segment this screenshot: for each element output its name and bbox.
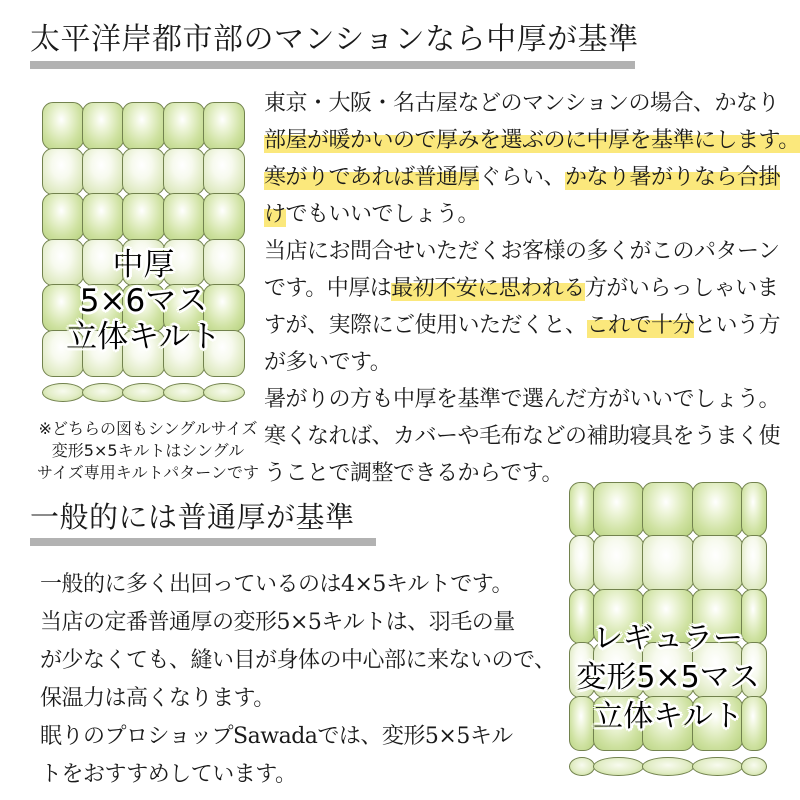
section2-heading: 一般的には普通厚が基準	[30, 500, 355, 534]
highlighted-text: 寒がりであれば普通厚	[264, 165, 480, 190]
section2-heading-underline	[30, 538, 376, 546]
text-segment: でもいいでしょう。	[285, 202, 480, 227]
quilt-row	[43, 103, 244, 149]
quilt-cell	[642, 482, 695, 537]
section1-heading-underline	[30, 61, 635, 69]
quilt-side-puff	[569, 757, 595, 776]
text-line	[264, 85, 800, 122]
quilt-cell	[569, 482, 595, 537]
quilt-cell	[203, 102, 245, 150]
text-line	[264, 381, 800, 418]
text-segment: ※どちらの図もシングルサイズ	[38, 419, 258, 438]
quilt-cell	[569, 535, 595, 590]
quilt-cell	[163, 148, 205, 196]
text-line	[40, 566, 556, 604]
highlighted-text: かなり暑がりなら合掛	[565, 165, 781, 190]
quilt-cell	[122, 193, 164, 241]
quilt-label-medium	[66, 247, 221, 355]
quilt-cell	[122, 102, 164, 150]
text-line	[264, 270, 800, 307]
text-segment: が多いです。	[264, 350, 392, 375]
text-line	[40, 642, 556, 680]
quilt-cell	[593, 482, 643, 537]
quilt-label-line: 変形5×5マス	[576, 660, 760, 695]
quilt-cell	[642, 535, 695, 590]
text-segment: ぐらい、	[479, 165, 566, 190]
highlighted-text: 最初不安に思われる	[391, 276, 585, 301]
quilt-cell	[163, 193, 205, 241]
highlighted-text: これで十分	[586, 313, 695, 338]
quilt-row	[43, 194, 244, 240]
text-segment: 眠りのプロショップSawadaでは、変形5×5キル	[40, 724, 513, 749]
section1-paragraph	[264, 85, 800, 492]
quilt-cell	[203, 148, 245, 196]
text-line	[264, 344, 800, 381]
quilt-cell	[42, 148, 84, 196]
highlighted-text: 部屋が暖かいので厚みを選ぶのに中厚を基準にします。	[264, 128, 800, 153]
text-segment: 東京・大阪・名古屋などのマンションの場合、かなり	[264, 91, 780, 116]
section1-heading-block	[30, 20, 639, 69]
quilt-side-view	[570, 758, 766, 775]
quilt-label-line: 5×6マス	[79, 283, 208, 319]
text-segment: うことで調整できるからです。	[264, 461, 564, 486]
text-segment: 暑がりの方も中厚を基準で選んだ方がいいでしょう。	[264, 387, 781, 412]
quilt-side-puff	[741, 757, 767, 776]
quilt-label-regular	[576, 619, 759, 736]
text-segment: 変形5×5キルトはシングル	[51, 441, 245, 460]
text-segment: サイズ専用キルトパターンです	[37, 463, 259, 482]
text-line	[40, 604, 556, 642]
text-line	[28, 418, 268, 440]
quilt-side-puff	[203, 383, 245, 402]
quilt-side-puff	[593, 757, 643, 776]
text-segment: 保温力は高くなります。	[40, 686, 275, 711]
quilt-row	[43, 149, 244, 195]
text-segment: が少なくても、縫い目が身体の中心部に来ないので、	[40, 648, 556, 673]
text-segment: です。中厚は	[264, 276, 392, 301]
quilt-cell	[692, 482, 742, 537]
quilt-illustration-regular	[570, 483, 766, 775]
text-segment: 当店にお問合せいただくお客様の多くがこのパターン	[264, 239, 780, 264]
quilt-side-puff	[642, 757, 695, 776]
text-line	[40, 680, 556, 718]
quilt-side-puff	[122, 383, 164, 402]
text-line	[264, 418, 800, 455]
quilt-cell	[82, 148, 124, 196]
quilt-illustration-medium	[43, 103, 244, 401]
text-line	[264, 159, 800, 196]
quilt-side-puff	[692, 757, 742, 776]
quilt-row	[570, 483, 766, 536]
quilt-cell	[163, 102, 205, 150]
quilt-cell	[82, 102, 124, 150]
quilt-cell	[122, 148, 164, 196]
text-line	[264, 307, 800, 344]
quilt-side-puff	[42, 383, 84, 402]
text-line	[28, 462, 268, 484]
section2-heading-block	[30, 497, 376, 546]
text-line	[28, 440, 268, 462]
text-segment: 当店の定番普通厚の変形5×5キルトは、羽毛の量	[40, 610, 515, 635]
quilt-cell	[42, 193, 84, 241]
text-segment: 一般的に多く出回っているのは4×5キルトです。	[40, 572, 513, 597]
quilt-side-puff	[82, 383, 124, 402]
quilt-cell	[82, 193, 124, 241]
quilt-side-puff	[163, 383, 205, 402]
quilt-row	[570, 536, 766, 589]
text-line	[40, 718, 556, 756]
quilt-label-line: 中厚	[112, 247, 175, 283]
text-line	[264, 233, 800, 270]
quilt-label-line: レギュラー	[593, 621, 743, 656]
highlighted-text: け	[264, 202, 286, 227]
quilt-cell	[203, 193, 245, 241]
text-segment: 方がいらっしゃいま	[584, 276, 779, 301]
text-line	[264, 196, 800, 233]
text-line	[264, 122, 800, 159]
text-segment: という方	[694, 313, 781, 338]
quilt-label-line: 立体キルト	[593, 699, 743, 734]
quilt-cell	[692, 535, 742, 590]
quilt-cell	[593, 535, 643, 590]
quilt-cell	[42, 102, 84, 150]
text-segment: 寒くなれば、カバーや毛布などの補助寝具をうまく使	[264, 424, 781, 449]
single-size-note	[28, 418, 268, 484]
quilt-cell	[741, 535, 767, 590]
quilt-cell	[741, 482, 767, 537]
text-line	[40, 756, 556, 794]
quilt-side-view	[43, 384, 244, 401]
section2-paragraph	[40, 566, 556, 794]
text-segment: トをおすすめしています。	[40, 762, 297, 787]
text-segment: すが、実際にご使用いただくと、	[264, 313, 587, 338]
quilt-label-line: 立体キルト	[66, 319, 221, 355]
section1-heading: 太平洋岸都市部のマンションなら中厚が基準	[30, 22, 639, 57]
